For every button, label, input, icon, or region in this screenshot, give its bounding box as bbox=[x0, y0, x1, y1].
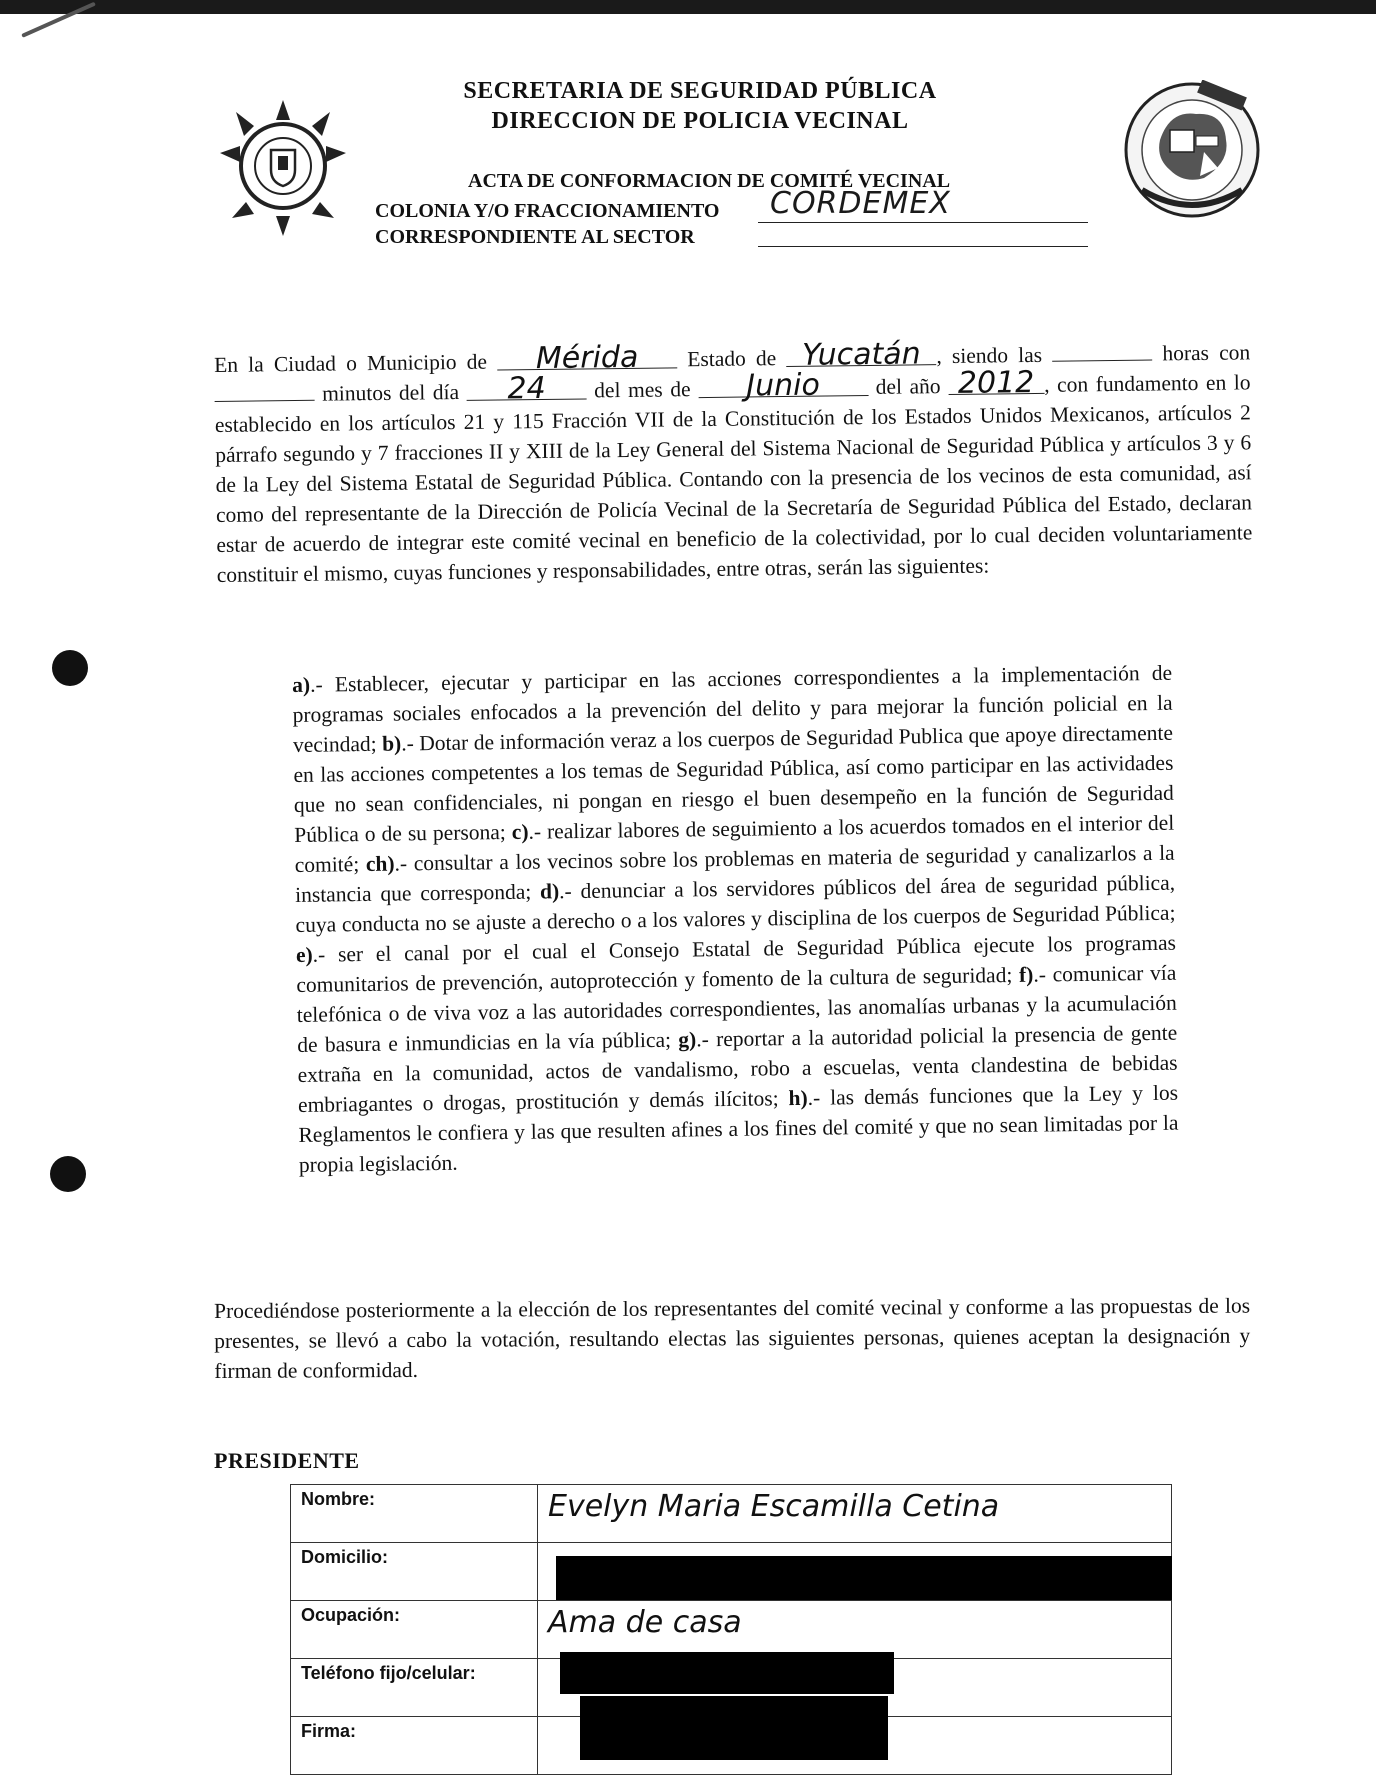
dia-value: 24 bbox=[467, 378, 587, 400]
colonia-line bbox=[758, 222, 1088, 223]
ocupacion-value: Ama de casa bbox=[538, 1601, 1172, 1659]
minutes-blank bbox=[215, 400, 315, 402]
function-text: .- Establecer, ejecutar y participar en las acciones correspondientes a la implementación de programas sociales enfocados a la prevención del delito y para mejorar la función policial en la vecindad; bbox=[292, 660, 1173, 757]
intro-text: del año bbox=[875, 374, 941, 399]
ocupacion-label: Ocupación: bbox=[291, 1601, 538, 1659]
header-line-2: DIRECCION DE POLICIA VECINAL bbox=[491, 108, 909, 134]
hour-blank bbox=[1052, 360, 1152, 362]
function-text: .- ser el canal por el cual el Consejo Estatal de Seguridad Pública ejecute los programas comunitarios de prevención, autoprotección y fomento de la cultura de seguridad; bbox=[296, 930, 1177, 997]
colonia-value: CORDEMEX bbox=[770, 186, 951, 221]
document-header bbox=[430, 76, 970, 136]
secretaria-seal-logo bbox=[218, 98, 348, 238]
punch-hole-bottom bbox=[50, 1156, 86, 1192]
intro-paragraph bbox=[214, 337, 1253, 590]
intro-text: En la Ciudad o Municipio de bbox=[214, 349, 488, 377]
intro-text: horas con bbox=[1162, 340, 1251, 366]
function-key: e) bbox=[295, 942, 313, 967]
scan-edge bbox=[0, 0, 1376, 14]
municipio-value: Mérida bbox=[497, 347, 677, 370]
form-row-ocupacion bbox=[291, 1601, 1172, 1659]
presidente-heading: PRESIDENTE bbox=[214, 1448, 360, 1473]
function-key: g) bbox=[678, 1027, 697, 1052]
function-key: b) bbox=[381, 731, 402, 756]
functions-paragraph bbox=[292, 658, 1179, 1180]
function-key: d) bbox=[539, 879, 560, 904]
firma-label: Firma: bbox=[291, 1717, 538, 1775]
sector-line bbox=[758, 246, 1088, 247]
intro-text: Estado de bbox=[687, 346, 777, 372]
nombre-label: Nombre: bbox=[291, 1485, 538, 1543]
intro-text: minutos del día bbox=[321, 380, 460, 406]
header-line-1: SECRETARIA DE SEGURIDAD PÚBLICA bbox=[463, 78, 937, 104]
nombre-value: Evelyn Maria Escamilla Cetina bbox=[538, 1485, 1172, 1543]
intro-text: del mes de bbox=[594, 377, 691, 403]
telefono-redaction bbox=[560, 1652, 894, 1694]
function-key: ch) bbox=[365, 851, 395, 876]
intro-text: , siendo las bbox=[936, 342, 1043, 369]
form-row-nombre bbox=[291, 1485, 1172, 1543]
intro-text: , con fundamento en lo establecido en los artículos 21 y 115 Fracción VII de la Constitución de los Estados Unidos Mexicanos, artículos 2 párrafo segundo y 7 fracciones II y XIII de la Ley General del Sistema Nacional de Seguridad Pública y artículos 3 y 6 de la Ley del Sistema Estatal de Seguridad Pública. Contando con la presencia de los vecinos de esta comunidad, así como del representante de la Dirección de Policía Vecinal de la Secretaría de Seguridad Pública del Estado, declaran estar de acuerdo de integrar este comité vecinal en beneficio de la colectividad, por lo cual deciden voluntariamente constituir el mismo, cuyas funciones y responsabilidades, entre otras, serán las siguientes: bbox=[214, 370, 1253, 587]
procedure-paragraph: Procediéndose posteriormente a la elección de los representantes del comité vecinal y conforme a las propuestas de los presentes, se llevó a cabo la votación, resultando electas las siguientes personas, quienes aceptan la designación y firman de conformidad. bbox=[214, 1293, 1251, 1383]
function-text: .- realizar labores de seguimiento a los acuerdos tomados en el interior del comité; bbox=[294, 810, 1175, 877]
function-text: .- comunicar vía telefónica o de viva voz a las autoridades correspondientes, las anomalías urbanas y la acumulación de basura e inmundicias en la vía pública; bbox=[296, 960, 1177, 1057]
anio-value: 2012 bbox=[948, 373, 1044, 395]
function-key: a) bbox=[292, 672, 311, 697]
domicilio-label: Domicilio: bbox=[291, 1543, 538, 1601]
firma-redaction bbox=[580, 1696, 888, 1760]
mes-value: Junio bbox=[698, 375, 868, 398]
function-key: f) bbox=[1018, 962, 1034, 987]
function-text: .- Dotar de información veraz a los cuerpos de Seguridad Publica que apoye directamente en las acciones competentes a los temas de Seguridad Pública, así como participar en las actividades que no sean confidenciales, ni pongan en riesgo el buen desempeño en la función de Seguridad Pública o de su persona; bbox=[293, 720, 1174, 847]
function-key: h) bbox=[788, 1085, 808, 1111]
function-key: c) bbox=[511, 819, 529, 844]
telefono-label: Teléfono fijo/celular: bbox=[291, 1659, 538, 1717]
punch-hole-top bbox=[52, 650, 88, 686]
function-text: .- reportar a la autoridad policial la presencia de gente extraña en la comunidad, actos de vandalismo, robo a escuelas, venta clandestina de bebidas embriagantes o drogas, prostitución y demás ilícitos; bbox=[297, 1020, 1178, 1117]
function-text: .- denunciar a los servidores públicos del área de seguridad pública, cuya conducta no se ajuste a derecho o a los valores y disciplina de los cuerpos de Seguridad Pública; bbox=[295, 870, 1176, 937]
consejo-estatal-seal-logo bbox=[1112, 80, 1272, 220]
acta-title: ACTA DE CONFORMACION DE COMITÉ VECINAL bbox=[468, 170, 951, 192]
sector-label: CORRESPONDIENTE AL SECTOR bbox=[375, 226, 695, 248]
estado-value: Yucatán bbox=[786, 344, 936, 367]
colonia-label: COLONIA Y/O FRACCIONAMIENTO bbox=[375, 200, 720, 222]
function-text: .- las demás funciones que la Ley y los Reglamentos le confiera y las que resulten afines a los fines del comité y que no sean limitadas por la propia legislación. bbox=[298, 1080, 1179, 1177]
function-text: .- consultar a los vecinos sobre los problemas en materia de seguridad y canalizarlos a la instancia que corresponda; bbox=[294, 840, 1175, 907]
domicilio-redaction bbox=[556, 1556, 1172, 1600]
